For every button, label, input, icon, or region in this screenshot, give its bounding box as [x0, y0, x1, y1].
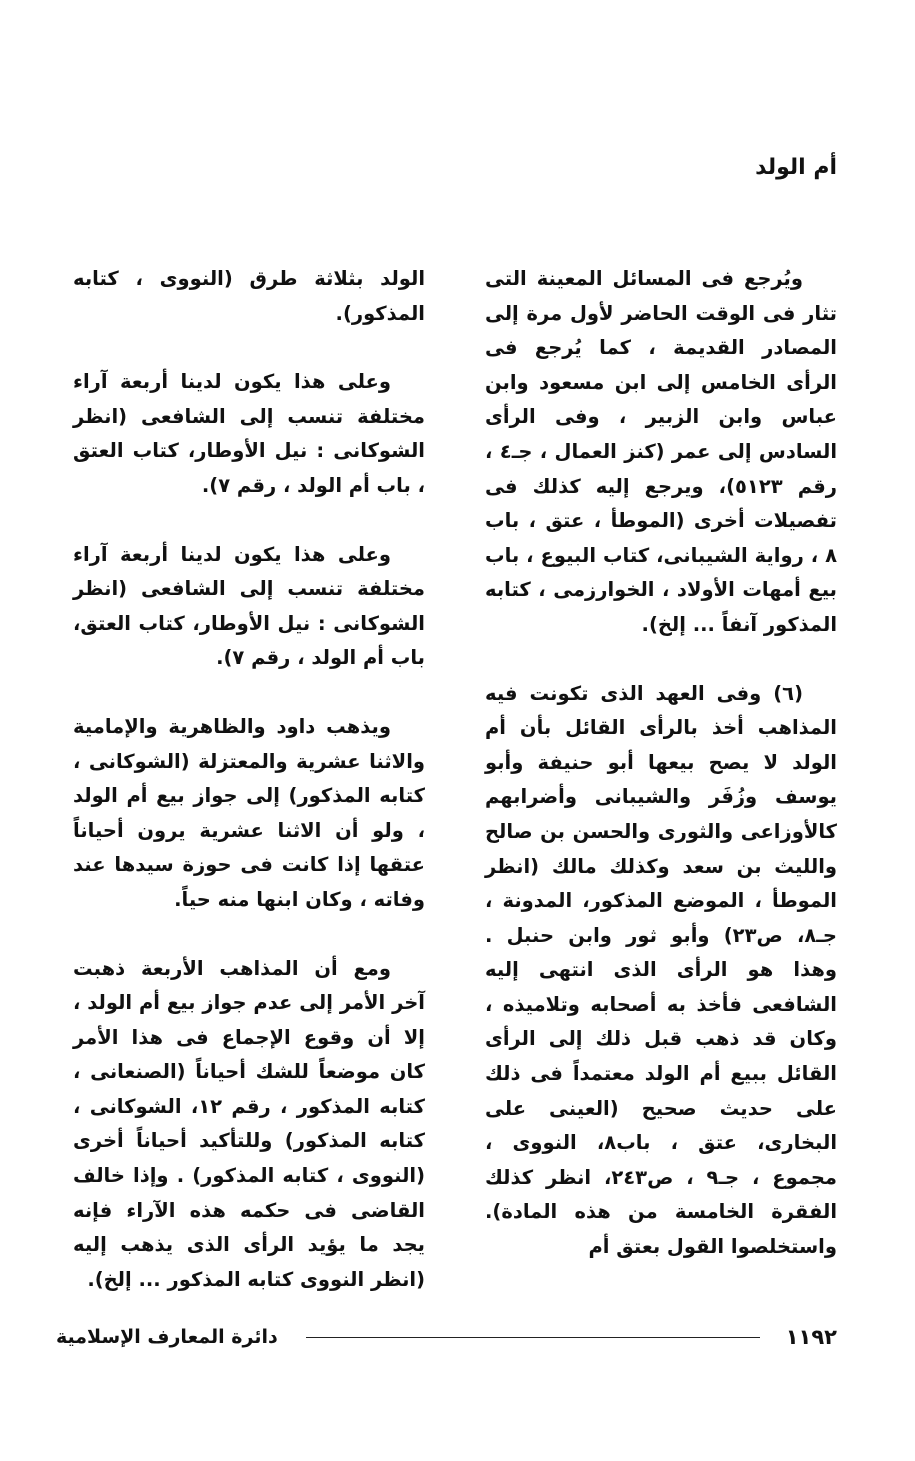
text-column-right: [485, 262, 837, 1299]
paragraph: ويذهب داود والظاهرية والإمامية والاثنا عشرية والمعتزلة (الشوكانى ، كتابه المذكور) إلى جواز بيع أم الولد ، ولو أن الاثنا عشرية يرون أحياناً عتقها إذا كانت فى حوزة سيدها عند وفاته ، وكان ابنها منه حياً.: [73, 714, 425, 911]
text-column-left: [73, 262, 425, 1331]
paragraph: وعلى هذا يكون لدينا أربعة آراء مختلفة تنسب إلى الشافعى (انظر الشوكانى : نيل الأوطار، كتاب العتق ، باب أم الولد ، رقم ٧).: [73, 370, 425, 497]
page-number: ١١٩٢: [785, 1325, 837, 1349]
paragraph: الولد بثلاثة طرق (النووى ، كتابه المذكور).: [73, 267, 425, 325]
paragraph: ومع أن المذاهب الأربعة ذهبت آخر الأمر إلى عدم جواز بيع أم الولد ، إلا أن وقوع الإجماع فى هذا الأمر كان موضعاً للشك أحياناً (الصنعانى ، كتابه المذكور ، رقم ١٢، الشوكانى ، كتابه المذكور) وللتأكيد أحياناً أخرى (النووى ، كتابه المذكور) . وإذا خالف القاضى فى حكمه هذه الآراء فإنه يجد ما يؤيد الرأى الذى يذهب إليه (انظر النووى كتابه المذكور ... إلخ).: [73, 956, 425, 1291]
page-footer: [56, 1322, 837, 1352]
running-head: أم الولد: [755, 155, 837, 180]
paragraph: وعلى هذا يكون لدينا أربعة آراء مختلفة تنسب إلى الشافعى (انظر الشوكانى : نيل الأوطار، كتاب العتق، باب أم الولد ، رقم ٧).: [73, 542, 425, 670]
footer-rule: [306, 1337, 760, 1338]
paragraph: (٦) وفى العهد الذى تكونت فيه المذاهب أخذ بالرأى القائل بأن أم الولد لا يصح بيعها أبو حنيفة وأبو يوسف وزُفَر والشيبانى وأضرابهم كالأوزاعى والثورى والحسن بن صالح والليث بن سعد وكذلك مالك (انظر الموطأ ، الموضع المذكور، المدونة ، جـ٨، ص٢٣) وأبو ثور وابن حنبل . وهذا هو الرأى الذى انتهى إليه الشافعى فأخذ به أصحابه وتلاميذه ، وكان قد ذهب قبل ذلك إلى الرأى القائل ببيع أم الولد معتمداً فى ذلك على حديث صحيح (العينى على البخارى، عتق ، باب٨، النووى ، مجموع ، جـ٩ ، ص٢٤٣، انظر كذلك الفقرة الخامسة من هذه المادة). واستخلصوا القول بعتق أم: [485, 681, 838, 1259]
publication-title: دائرة المعارف الإسلامية: [56, 1326, 278, 1348]
paragraph: ويُرجع فى المسائل المعينة التى تثار فى الوقت الحاضر لأول مرة إلى المصادر القديمة ، كما يُرجع فى الرأى الخامس إلى ابن مسعود وابن عباس وابن الزبير ، وفى الرأى السادس إلى عمر (كنز العمال ، جـ٤ ، رقم ٥١٢٣)، ويرجع إليه كذلك فى تفصيلات أخرى (الموطأ ، عتق ، باب ٨ ، رواية الشيبانى، كتاب البيوع ، باب بيع أمهات الأولاد ، الخوارزمى ، كتابه المذكور آنفاً ... إلخ).: [485, 267, 838, 636]
